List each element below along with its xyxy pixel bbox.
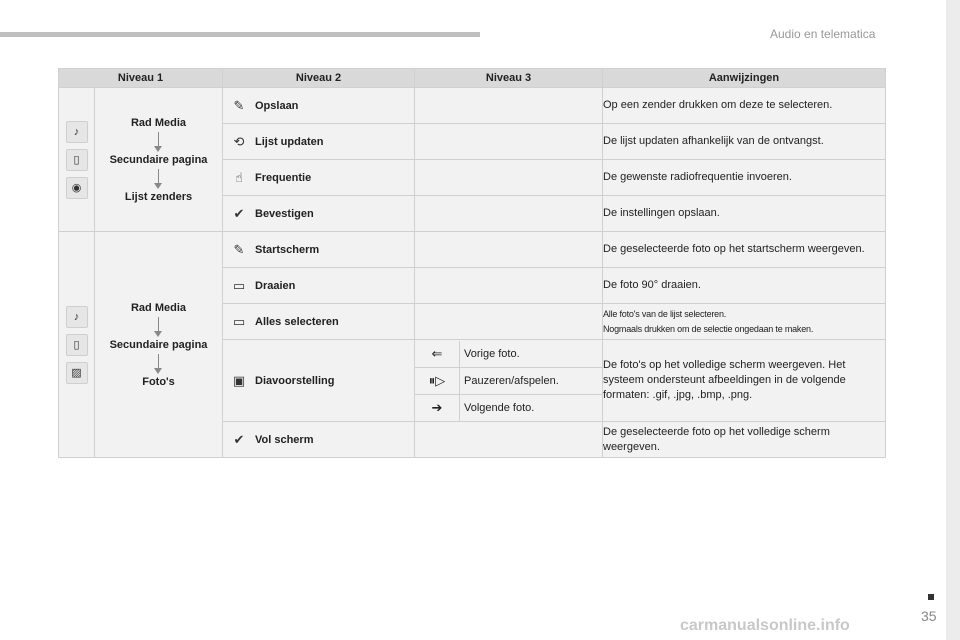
option-label: Alles selecteren — [255, 315, 339, 328]
station-list-icon: ◉ — [66, 177, 88, 199]
table-row — [59, 88, 886, 124]
check-icon: ✔ — [233, 205, 245, 221]
hint-text: Op een zender drukken om deze te selecteren. — [603, 88, 886, 124]
list-item — [415, 394, 602, 421]
section-title: Audio en telematica — [770, 27, 876, 41]
refresh-icon: ⟲ — [233, 133, 245, 149]
col-niveau-2: Niveau 2 — [223, 69, 415, 88]
navigation-path: Rad Media Secundaire pagina Lijst zenders — [95, 88, 223, 232]
option-label: Startscherm — [255, 243, 320, 256]
save-icon: ✎ — [233, 97, 245, 113]
sub-label: Pauzeren/afspelen. — [460, 367, 603, 394]
level3-options — [415, 340, 603, 422]
level1-icons — [59, 88, 95, 232]
hint-text: De foto 90° draaien. — [603, 268, 886, 304]
navigation-path: Rad Media Secundaire pagina Foto's — [95, 232, 223, 458]
check-icon: ✔ — [233, 431, 245, 447]
hint-text: De lijst updaten afhankelijk van de ontvangst. — [603, 124, 886, 160]
hint-text: De geselecteerde foto op het startscherm weergeven. — [603, 232, 886, 268]
option-label: Vol scherm — [255, 433, 314, 446]
hint-text: De gewenste radiofrequentie invoeren. — [603, 160, 886, 196]
hint-text: Alle foto's van de lijst selecteren. Nogmaals drukken om de selectie ongedaan te maken. — [603, 304, 886, 340]
option-label: Lijst updaten — [255, 135, 324, 148]
select-all-icon: ▭ — [232, 313, 246, 329]
radio-icon: ♪ — [66, 306, 88, 328]
option-label: Frequentie — [255, 171, 312, 184]
option-label: Opslaan — [255, 99, 299, 112]
level1-icons — [59, 232, 95, 458]
arrow-right-icon: ➔ — [415, 394, 460, 421]
header-bar — [0, 32, 480, 37]
watermark: carmanualsonline.info — [680, 617, 850, 634]
list-item — [415, 367, 602, 394]
menu-table — [58, 68, 886, 458]
frequency-icon: ☝ — [235, 169, 243, 185]
option-label: Diavoorstelling — [255, 374, 335, 387]
hint-text: De foto's op het volledige scherm weergeven. Het systeem ondersteunt afbeeldingen in de volgende formaten: .gif, .jpg, .bmp, .png. — [603, 340, 886, 422]
arrow-left-icon: ⇐ — [415, 341, 460, 368]
hint-text: De geselecteerde foto op het volledige scherm weergeven. — [603, 422, 886, 458]
list-item — [415, 341, 602, 368]
sub-label: Volgende foto. — [464, 401, 535, 414]
page-edge-strip — [946, 0, 960, 640]
option-label: Draaien — [255, 279, 296, 292]
table-row — [59, 232, 886, 268]
secondary-page-icon: ▯ — [66, 334, 88, 356]
pause-play-icon: ⏸▷ — [415, 367, 460, 394]
page-number: 35 — [921, 608, 937, 624]
radio-icon: ♪ — [66, 121, 88, 143]
secondary-page-icon: ▯ — [66, 149, 88, 171]
col-aanwijzingen: Aanwijzingen — [603, 69, 886, 88]
option-label: Bevestigen — [255, 207, 314, 220]
col-niveau-3: Niveau 3 — [415, 69, 603, 88]
sub-label: Vorige foto. — [460, 341, 603, 368]
hint-text: De instellingen opslaan. — [603, 196, 886, 232]
rotate-icon: ▭ — [232, 277, 246, 293]
photos-icon: ▨ — [66, 362, 88, 384]
slideshow-icon: ▣ — [232, 372, 246, 388]
table-header — [59, 69, 886, 88]
home-screen-icon: ✎ — [233, 241, 245, 257]
col-niveau-1: Niveau 1 — [59, 69, 223, 88]
page-mark — [928, 594, 934, 600]
